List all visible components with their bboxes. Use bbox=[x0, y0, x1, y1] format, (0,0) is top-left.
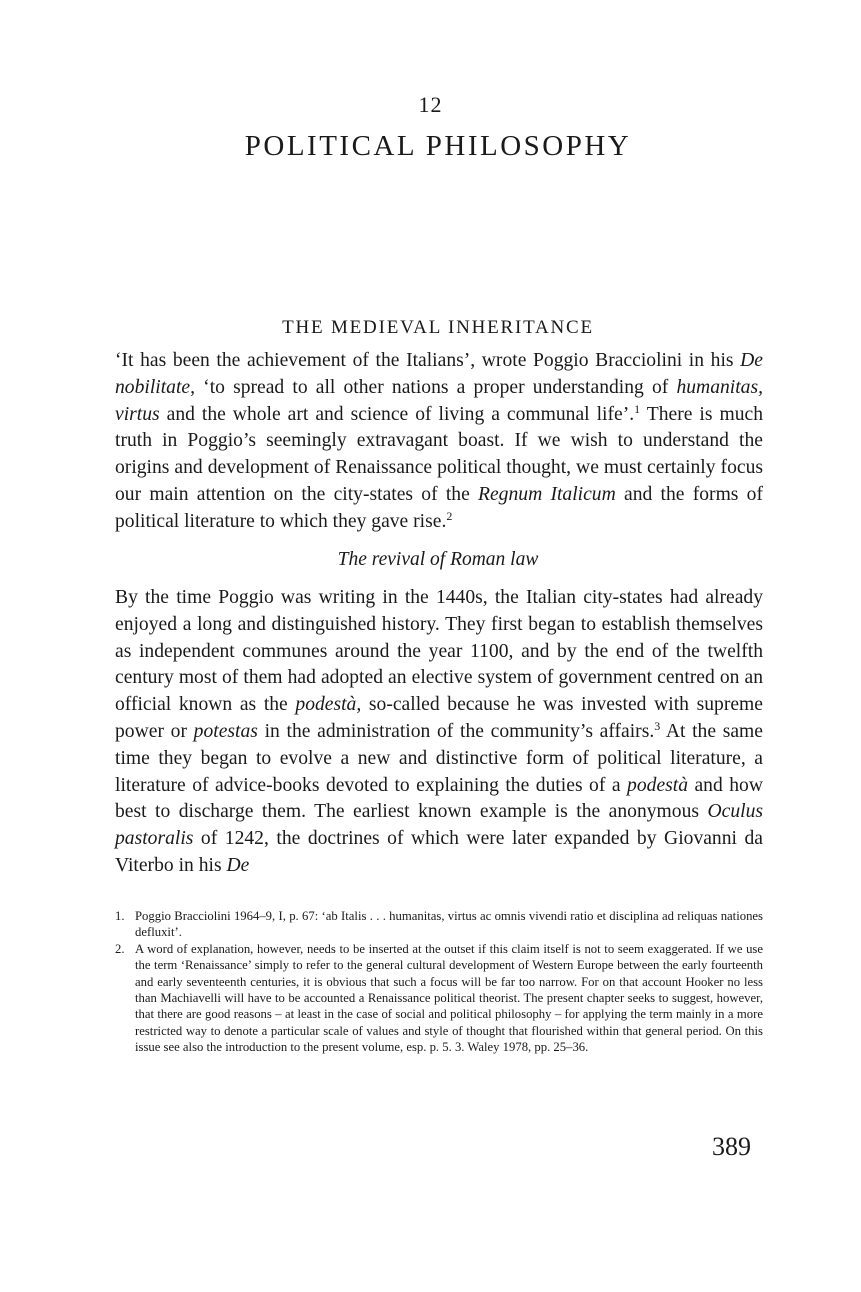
page-number: 389 bbox=[712, 1132, 751, 1161]
footnote bbox=[115, 908, 763, 941]
footnote bbox=[115, 941, 763, 1056]
subheading: The revival of Roman law bbox=[337, 549, 539, 570]
section-title: THE MEDIEVAL INHERITANCE bbox=[282, 317, 594, 338]
chapter-title: POLITICAL PHILOSOPHY bbox=[244, 130, 632, 162]
chapter-number: 12 bbox=[418, 92, 443, 117]
footnote-number: 2. bbox=[115, 941, 125, 956]
footnote-ref-3: 3 bbox=[654, 718, 661, 733]
footnote-text: A word of explanation, however, needs to be inserted at the outset if this claim itself is not to seem exaggerated. If we use the term ‘Renaissance’ simply to refer to the general cultural development of Western Europe between the early fourteenth and early seventeenth centuries, it is obvious that such a focus will be far too narrow. For on that account Hooker no less than Machiavelli will have to be accounted a Renaissance political theorist. The present chapter seeks to suggest, however, that there are good reasons – at least in the case of social and political philosophy – for applying the term mainly in a more restricted way to denote a particular scale of values and style of thought that flourished within that general period. On this issue see also the introduction to the present volume, esp. p. 5. 3. Waley 1978, pp. 25–36. bbox=[135, 941, 763, 1055]
footnotes bbox=[115, 908, 763, 1056]
footnote-text: Poggio Bracciolini 1964–9, I, p. 67: ‘ab Italis . . . humanitas, virtus ac omnis vivendi ratio et disciplina ad reliquas nationes defluxit’. bbox=[135, 909, 763, 940]
footnote-number: 1. bbox=[115, 909, 125, 923]
footnote-ref-1: 1 bbox=[634, 401, 641, 416]
paragraph-intro: ‘It has been the achievement of the Italians’, wrote Poggio Bracciolini in his De nobilitate, ‘to spread to all other nations a proper understanding of humanitas, virtus and the whole art and science of living a communal life’.$^1$ There is much truth in Poggio’s seemingly extravagant boast. If we wish to understand the origins and development of Renaissance political thought, we must certainly focus our main attention on the city-states of the Regnum Italicum and the forms of political literature to which they gave rise.$^2$ bbox=[115, 350, 763, 532]
footnote-ref-2: 2 bbox=[446, 508, 453, 523]
paragraph-roman-law: By the time Poggio was writing in the 1440s, the Italian city-states had already enjoyed a long and distinguished history. They first began to establish themselves as independent communes around the year 1100, and by the end of the twelfth century most of them had adopted an elective system of government centred on an official known as the podestà, so-called because he was invested with supreme power or potestas in the administration of the community’s affairs.$^3$ At the same time they began to evolve a new and distinctive form of political literature, a literature of advice-books devoted to explaining the duties of a podestà and how best to discharge them. The earliest known example is the anonymous Oculus pastoralis of 1242, the doctrines of which were later expanded by Giovanni da Viterbo in his De bbox=[115, 587, 763, 876]
